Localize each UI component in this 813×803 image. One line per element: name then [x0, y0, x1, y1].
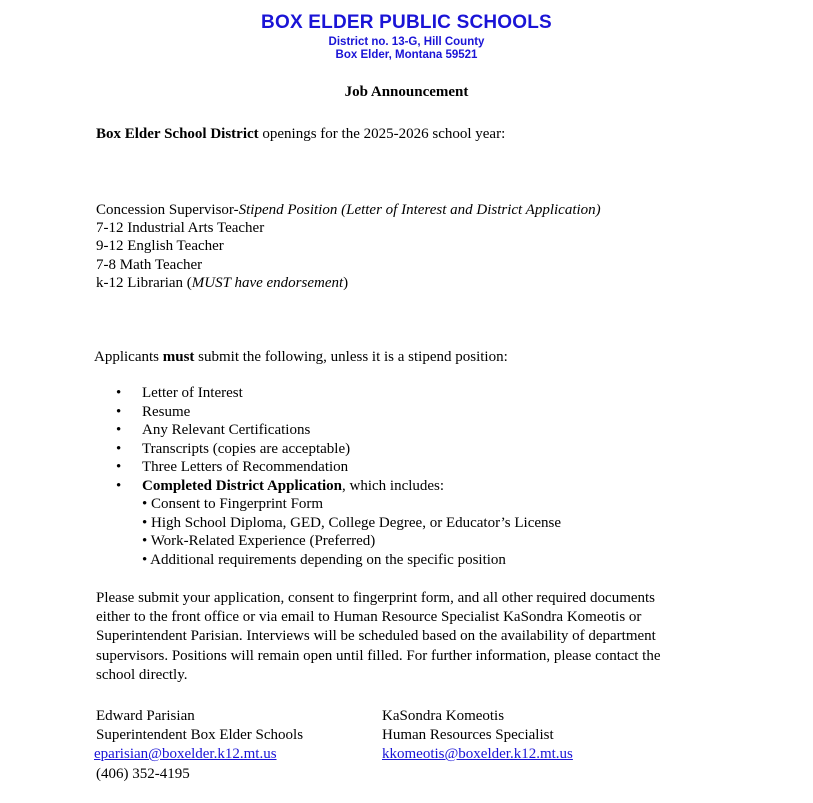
list-item-text: Any Relevant Certifications [142, 422, 311, 438]
contact-email[interactable] [382, 745, 573, 763]
application-label: Completed District Application [142, 477, 342, 494]
list-item-text: Letter of Interest [142, 385, 243, 401]
opening-item [96, 201, 601, 219]
address-line: Box Elder, Montana 59521 [335, 49, 478, 61]
lead-emphasis: must [162, 349, 195, 365]
contact-title: Human Resources Specialist [382, 727, 554, 743]
list-item [96, 477, 561, 570]
requirements-lead [94, 348, 508, 366]
sub-item: • Work-Related Experience (Preferred) [142, 533, 376, 549]
bullet-icon: • [116, 440, 122, 457]
opening-close: ) [343, 275, 349, 291]
bullet-icon: • [116, 403, 122, 420]
opening-label: Concession Supervisor- [96, 202, 239, 218]
opening-note: Stipend Position (Letter of Interest and District Application) [238, 202, 601, 218]
opening-label: k-12 Librarian ( [96, 275, 192, 291]
list-item [96, 403, 561, 422]
opening-item: 7-8 Math Teacher [96, 257, 203, 273]
contact-email[interactable] [94, 745, 277, 763]
bullet-icon: • [116, 422, 122, 438]
district-line: District no. 13-G, Hill County [328, 36, 485, 48]
opening-note: MUST have endorsement [191, 275, 344, 291]
sub-item: • Consent to Fingerprint Form [142, 496, 324, 512]
list-item-text: Transcripts (copies are acceptable) [142, 440, 351, 457]
email-link[interactable]: kkomeotis@boxelder.k12.mt.us [382, 746, 573, 762]
bullet-icon: • [116, 477, 122, 494]
district-name: Box Elder School District [96, 126, 259, 142]
list-item [96, 440, 561, 459]
contact-name: Edward Parisian [96, 708, 195, 724]
contact-phone: (406) 352-4195 [96, 766, 190, 782]
opening-item: 7-12 Industrial Arts Teacher [96, 220, 265, 236]
application-text: , which includes: [342, 477, 445, 494]
list-item-text: Resume [142, 403, 191, 420]
sub-item: • High School Diploma, GED, College Degree, or Educator’s License [142, 514, 562, 531]
bullet-icon: • [116, 459, 122, 475]
list-item-text: Three Letters of Recommendation [142, 459, 349, 475]
contact-title: Superintendent Box Elder Schools [96, 727, 304, 743]
sub-item: • Additional requirements depending on the specific position [142, 551, 506, 568]
requirements-list [96, 384, 561, 569]
bullet-icon: • [116, 385, 122, 401]
page-title: Job Announcement [344, 84, 469, 100]
contact-name: KaSondra Komeotis [382, 708, 505, 724]
school-name: BOX ELDER PUBLIC SCHOOLS [261, 12, 552, 33]
list-item [96, 384, 561, 403]
intro-text: openings for the 2025-2026 school year: [258, 126, 506, 142]
closing-paragraph: Please submit your application, consent to fingerprint form, and all other required documents either to the front office or via email to Human Resource Specialist KaSondra Komeotis or Superintendent Parisian. Interviews will be scheduled based on the availability of department supervisors. Positions will remain open until filled. For further information, please contact the school directly. [96, 590, 661, 683]
opening-item: 9-12 English Teacher [96, 238, 224, 254]
list-item [96, 421, 561, 440]
intro-line [96, 125, 505, 143]
list-item [96, 458, 561, 477]
opening-item [96, 274, 348, 292]
email-link[interactable]: eparisian@boxelder.k12.mt.us [94, 746, 277, 762]
lead-text: Applicants [94, 349, 163, 365]
lead-text: submit the following, unless it is a stipend position: [194, 349, 508, 365]
